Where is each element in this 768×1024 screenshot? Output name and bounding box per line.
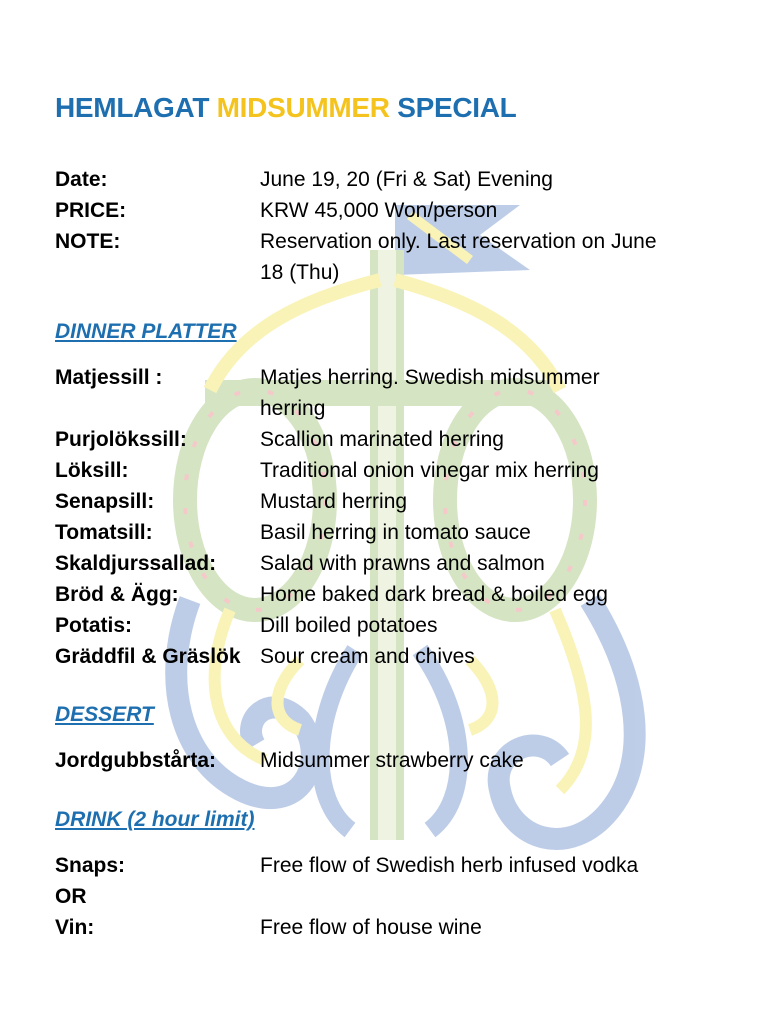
dish-label: Löksill: [55,459,129,482]
section-heading-drink: DRINK (2 hour limit) [55,808,255,831]
dish-label: Matjessill : [55,366,163,389]
drink-label: Vin: [55,916,95,939]
dish-value: Traditional onion vinegar mix herring [260,459,599,482]
dish-value: Basil herring in tomato sauce [260,521,531,544]
dish-label: Potatis: [55,614,133,637]
page-title [55,92,516,124]
info-label: PRICE: [55,199,127,222]
info-value: Reservation only. Last reservation on June 18 (Thu) [260,230,657,284]
section-heading-dinner: DINNER PLATTER [55,320,237,343]
dish-value: Midsummer strawberry cake [260,749,524,772]
title-part-midsummer: MIDSUMMER [216,92,390,123]
drink-label: Snaps: [55,854,126,877]
info-label: NOTE: [55,230,121,253]
info-value: June 19, 20 (Fri & Sat) Evening [260,168,553,191]
drink-label: OR [55,885,87,908]
dish-label: Tomatsill: [55,521,153,544]
section-heading-dessert: DESSERT [55,703,154,726]
dish-value: Sour cream and chives [260,645,475,668]
title-part-hemlagat: HEMLAGAT [55,92,210,123]
dish-value: Scallion marinated herring [260,428,504,451]
drink-value: Free flow of Swedish herb infused vodka [260,854,639,877]
drink-value: Free flow of house wine [260,916,482,939]
dish-value: Dill boiled potatoes [260,614,438,637]
dish-label: Skaldjurssallad: [55,552,217,575]
dish-label: Gräddfil & Gräslök [55,645,241,668]
dish-label: Senapsill: [55,490,155,513]
dish-value: Salad with prawns and salmon [260,552,545,575]
info-value: KRW 45,000 Won/person [260,199,498,222]
info-label: Date: [55,168,108,191]
dish-label: Jordgubbstårta: [55,749,217,772]
dish-value: Mustard herring [260,490,408,513]
dish-value: Matjes herring. Swedish midsummer herring [260,366,600,420]
title-part-special: SPECIAL [397,92,517,123]
dish-value: Home baked dark bread & boiled egg [260,583,608,606]
dish-label: Bröd & Ägg: [55,583,179,606]
dish-label: Purjolökssill: [55,428,187,451]
